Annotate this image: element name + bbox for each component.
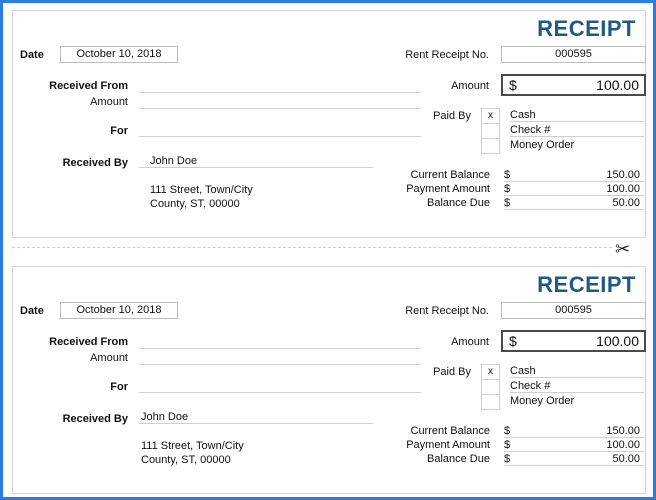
amount-words-field[interactable] (139, 352, 421, 365)
received-by-value: John Doe (141, 411, 189, 423)
money-order-checkbox[interactable] (481, 394, 500, 410)
balance-due-currency: $ (504, 197, 511, 209)
amount-words-label: Amount (90, 96, 128, 108)
amount-words-field[interactable] (139, 96, 421, 109)
scissors-icon: ✂ (615, 239, 631, 259)
check-checkbox[interactable] (481, 123, 500, 139)
amount-box[interactable] (501, 330, 646, 352)
check-option: Check # (510, 124, 644, 137)
receipt-title: RECEIPT (537, 16, 636, 41)
cash-option: Cash (510, 109, 644, 122)
payment-amount-value: 100.00 (606, 183, 640, 195)
balance-due-field[interactable] (504, 197, 644, 210)
amount-value: 100.00 (596, 333, 639, 349)
money-order-option: Money Order (510, 139, 575, 151)
money-order-checkbox[interactable] (481, 138, 500, 154)
current-balance-label: Current Balance (410, 425, 490, 437)
paid-by-label: Paid By (433, 110, 471, 122)
rent-receipt-no-field[interactable]: 000595 (501, 302, 646, 319)
balance-due-field[interactable] (504, 453, 644, 466)
check-checkbox[interactable] (481, 379, 500, 395)
received-by-value: John Doe (150, 155, 198, 167)
date-label: Date (20, 305, 44, 317)
cash-checkbox[interactable]: x (481, 364, 500, 380)
amount-currency: $ (509, 333, 517, 349)
rent-receipt-no-label: Rent Receipt No. (405, 49, 489, 61)
received-by-label: Received By (62, 157, 128, 169)
received-by-label: Received By (62, 413, 128, 425)
cut-line-divider (12, 247, 612, 248)
amount-box[interactable] (501, 74, 646, 96)
balance-due-currency: $ (504, 453, 511, 465)
balance-due-value: 50.00 (612, 453, 640, 465)
payment-amount-field[interactable] (504, 183, 644, 196)
amount-label: Amount (451, 336, 489, 348)
balance-due-label: Balance Due (427, 197, 490, 209)
receipt-bottom (12, 266, 646, 494)
address-line-1: 111 Street, Town/City (141, 440, 244, 452)
payment-amount-value: 100.00 (606, 439, 640, 451)
current-balance-field[interactable] (504, 425, 644, 438)
payment-amount-label: Payment Amount (406, 183, 490, 195)
received-from-label: Received From (49, 336, 128, 348)
rent-receipt-no-field[interactable]: 000595 (501, 46, 646, 63)
amount-currency: $ (509, 77, 517, 93)
address-line-2: County, ST, 00000 (141, 454, 231, 466)
current-balance-value: 150.00 (606, 425, 640, 437)
date-field[interactable]: October 10, 2018 (60, 46, 178, 63)
current-balance-value: 150.00 (606, 169, 640, 181)
current-balance-field[interactable] (504, 169, 644, 182)
money-order-option: Money Order (510, 395, 575, 407)
received-from-field[interactable] (139, 80, 421, 93)
rent-receipt-no-label: Rent Receipt No. (405, 305, 489, 317)
current-balance-currency: $ (504, 425, 511, 437)
amount-words-label: Amount (90, 352, 128, 364)
balance-due-value: 50.00 (612, 197, 640, 209)
cash-checkbox[interactable]: x (481, 108, 500, 124)
address-line-2: County, ST, 00000 (150, 198, 240, 210)
receipt-title: RECEIPT (537, 272, 636, 297)
for-label: For (110, 381, 128, 393)
page-frame (3, 3, 653, 497)
payment-amount-label: Payment Amount (406, 439, 490, 451)
for-field[interactable] (139, 380, 421, 393)
receipt-top (12, 10, 646, 238)
payment-amount-currency: $ (504, 183, 511, 195)
date-label: Date (20, 49, 44, 61)
paid-by-label: Paid By (433, 366, 471, 378)
check-option: Check # (510, 380, 644, 393)
date-field[interactable]: October 10, 2018 (60, 302, 178, 319)
payment-amount-field[interactable] (504, 439, 644, 452)
received-from-label: Received From (49, 80, 128, 92)
received-from-field[interactable] (139, 336, 421, 349)
for-label: For (110, 125, 128, 137)
cash-option: Cash (510, 365, 644, 378)
current-balance-currency: $ (504, 169, 511, 181)
payment-amount-currency: $ (504, 439, 511, 451)
current-balance-label: Current Balance (410, 169, 490, 181)
amount-label: Amount (451, 80, 489, 92)
balance-due-label: Balance Due (427, 453, 490, 465)
address-line-1: 111 Street, Town/City (150, 184, 253, 196)
for-field[interactable] (139, 124, 421, 137)
amount-value: 100.00 (596, 77, 639, 93)
